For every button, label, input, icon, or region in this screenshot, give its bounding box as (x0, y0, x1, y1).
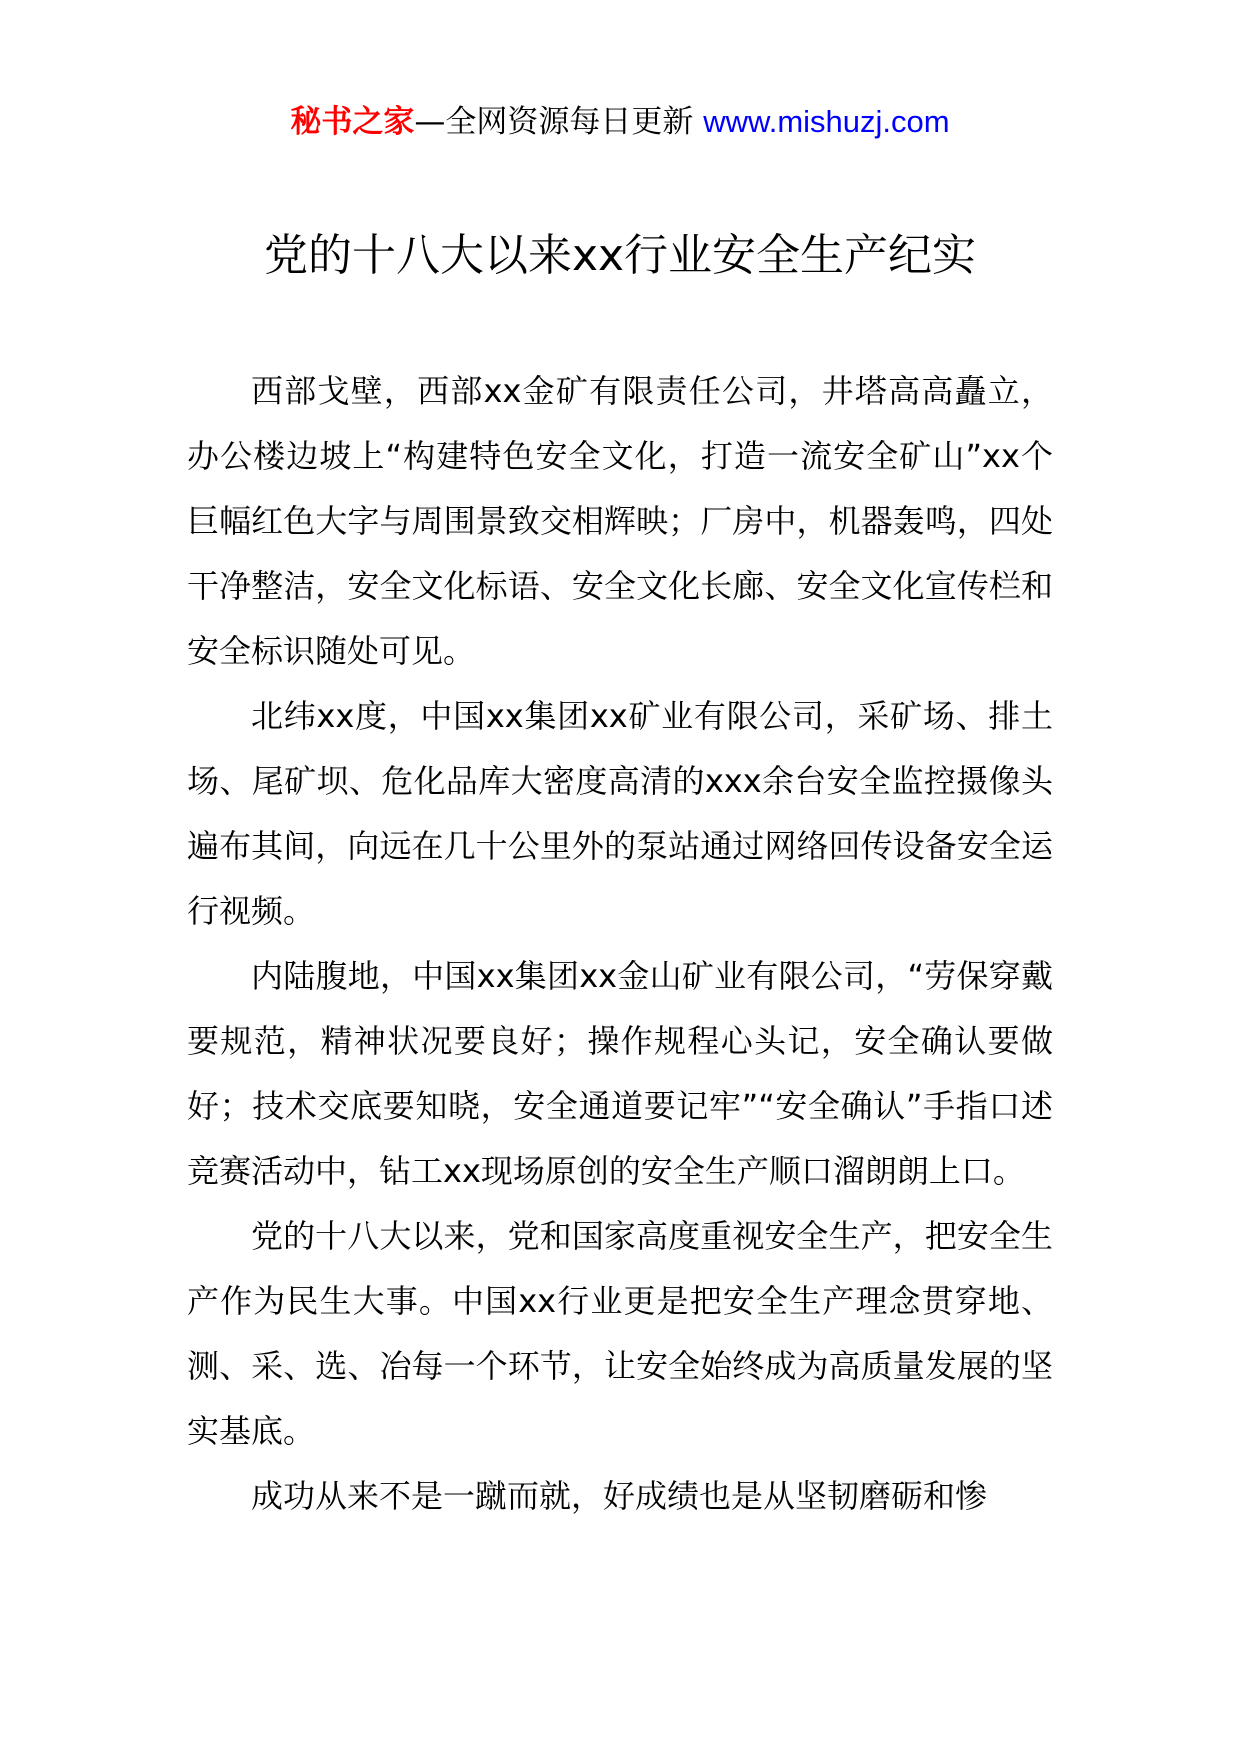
paragraph: 党的十八大以来，党和国家高度重视安全生产，把安全生产作为民生大事。中国xx行业更是把安全生产理念贯穿地、测、采、选、冶每一个环节，让安全始终成为高质量发展的坚实基底。 (187, 1217, 1053, 1450)
header-tagline: —全网资源每日更新 (414, 104, 694, 140)
paragraph: 内陆腹地，中国xx集团xx金山矿业有限公司，“劳保穿戴要规范，精神状况要良好；操作规程心头记，安全确认要做好；技术交底要知晓，安全通道要记牢”“安全确认”手指口述竞赛活动中，钻工xx现场原创的安全生产顺口溜朗朗上口。 (187, 957, 1053, 1190)
brand-name: 秘书之家 (290, 104, 415, 140)
site-header (0, 100, 1240, 144)
paragraph: 西部戈壁，西部xx金矿有限责任公司，井塔高高矗立，办公楼边坡上“构建特色安全文化，打造一流安全矿山”xx个巨幅红色大字与周围景致交相辉映；厂房中，机器轰鸣，四处干净整洁，安全文化标语、安全文化长廊、安全文化宣传栏和安全标识随处可见。 (187, 372, 1053, 670)
paragraph: 北纬xx度，中国xx集团xx矿业有限公司，采矿场、排土场、尾矿坝、危化品库大密度高清的xxx余台安全监控摄像头遍布其间，向远在几十公里外的泵站通过网络回传设备安全运行视频。 (187, 697, 1053, 930)
document-title: 党的十八大以来xx行业安全生产纪实 (263, 230, 977, 281)
document-body (187, 359, 1053, 1529)
paragraph: 成功从来不是一蹴而就，好成绩也是从坚韧磨砺和惨 (251, 1477, 988, 1515)
site-url-link[interactable]: www.mishuzj.com (703, 104, 950, 139)
